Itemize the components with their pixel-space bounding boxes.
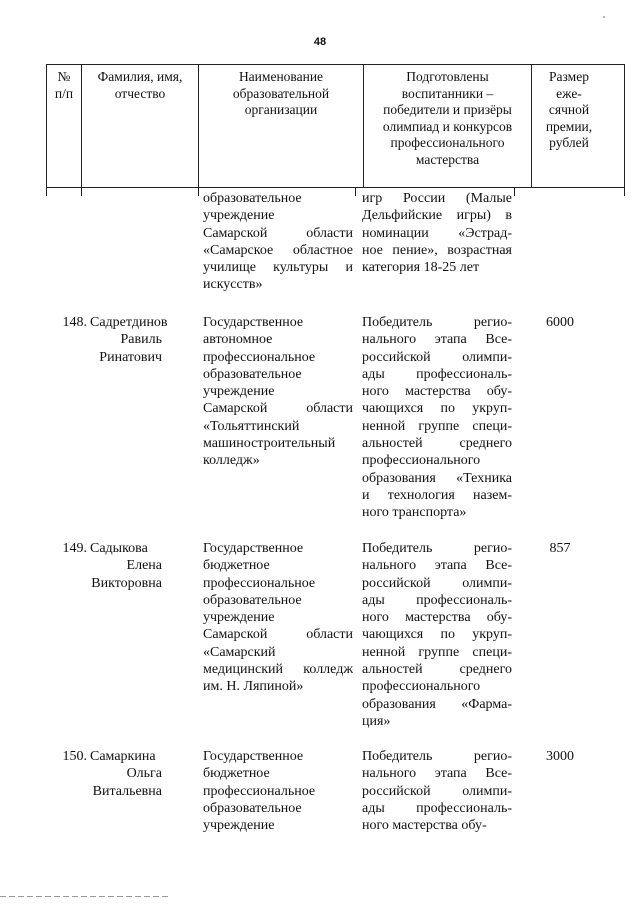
text-line: Викторовна	[91, 575, 162, 591]
continuation-organization	[203, 190, 353, 294]
footer-rule	[0, 896, 170, 897]
text-line: Садыкова	[90, 541, 148, 556]
header-line: воспитанники –	[401, 85, 494, 101]
text-line: Самарской области	[203, 225, 353, 241]
header-line: отчество	[114, 85, 166, 101]
text-line: учреждение	[203, 384, 275, 400]
text-line: образовательное	[203, 800, 302, 816]
text-line: Витальевна	[92, 783, 162, 799]
header-line: п/п	[54, 85, 74, 101]
header-line: олимпиад и конкурсов	[382, 118, 513, 134]
text-line: ады профессиональ-	[362, 592, 512, 608]
header-num	[47, 65, 82, 187]
row-number: 148.	[62, 315, 87, 330]
prize-amount: 857	[549, 541, 571, 556]
text-line: нального этапа Все-	[362, 558, 512, 574]
text-line: образовательное	[203, 191, 302, 206]
text-line: ады профессиональ-	[362, 366, 512, 382]
text-line: российской олимпи-	[362, 783, 512, 799]
text-line: им. Н. Ляпиной»	[203, 679, 304, 695]
table-header	[46, 64, 625, 188]
text-line: Ольга	[126, 766, 162, 782]
text-line: колледж»	[203, 453, 260, 469]
text-line: и технология назем-	[362, 487, 512, 503]
text-line: ного мастерства обу-	[362, 384, 512, 400]
text-line: Самаркина	[90, 749, 156, 764]
scan-artifact	[603, 16, 605, 18]
achievement	[362, 314, 512, 522]
text-line: профессионального	[362, 679, 481, 695]
row-number: 149.	[62, 541, 87, 556]
header-line: Наименование	[238, 69, 324, 84]
text-line: ного транспорта»	[362, 505, 467, 521]
continuation-achievement	[362, 190, 512, 276]
text-line: российской олимпи-	[362, 349, 512, 365]
text-line: ненной группе специ-	[362, 644, 512, 660]
text-line: альностей среднего	[362, 436, 512, 452]
text-line: учреждение	[203, 818, 275, 834]
text-line: ция»	[362, 713, 391, 729]
table-border	[198, 188, 199, 196]
header-line: образовательной	[232, 85, 330, 101]
text-line: учреждение	[203, 208, 275, 224]
organization	[203, 748, 353, 834]
text-line: профессиональное	[203, 783, 316, 799]
person-name	[90, 748, 200, 800]
text-line: медицинский колледж	[203, 662, 353, 678]
header-line: Фамилия, имя,	[97, 69, 183, 84]
text-line: ного мастерства обу-	[362, 818, 487, 834]
text-line: игр России (Малые	[362, 191, 512, 206]
organization	[203, 314, 353, 470]
text-line: Елена	[126, 558, 162, 574]
table-border	[81, 188, 82, 196]
text-line: чающихся по укруп-	[362, 627, 512, 643]
text-line: номинации «Эстрад-	[362, 225, 512, 241]
text-line: профессиональное	[203, 575, 316, 591]
text-line: альностей среднего	[362, 662, 512, 678]
text-line: Самарской области	[203, 627, 353, 643]
header-name	[82, 65, 199, 187]
text-line: чающихся по укруп-	[362, 401, 512, 417]
header-line: победители и призёры	[383, 102, 512, 117]
text-line: Ринатович	[99, 349, 162, 365]
text-line: профессиональное	[203, 349, 316, 365]
text-line: автономное	[203, 332, 273, 348]
text-line: нального этапа Все-	[362, 766, 512, 782]
text-line: Государственное	[203, 541, 304, 556]
row-number: 150.	[62, 749, 87, 764]
table-border	[355, 188, 356, 196]
text-line: Садретдинов	[90, 315, 168, 330]
achievement	[362, 748, 512, 834]
text-line: «Тольяттинский	[203, 418, 300, 434]
header-line: Подготовлены	[406, 69, 489, 84]
text-line: училище культуры и	[203, 260, 353, 276]
text-line: образовательное	[203, 366, 302, 382]
text-line: категория 18-25 лет	[362, 260, 480, 276]
header-line: рублей	[549, 135, 589, 150]
header-line: профессионального	[390, 135, 505, 150]
text-line: «Самарский	[203, 644, 276, 660]
text-line: Самарской области	[203, 401, 353, 417]
text-line: Государственное	[203, 315, 304, 330]
text-line: Победитель регио-	[362, 541, 512, 556]
prize-amount: 6000	[546, 315, 574, 330]
prize-amount: 3000	[546, 749, 574, 764]
header-line: еже-	[556, 85, 582, 101]
text-line: Дельфийские игры) в	[362, 208, 512, 224]
text-line: образования «Техника	[362, 470, 512, 486]
header-prize	[532, 65, 606, 187]
text-line: Равиль	[120, 332, 162, 348]
text-line: нального этапа Все-	[362, 332, 512, 348]
person-name	[90, 314, 200, 366]
table-border-left	[46, 188, 47, 196]
header-line: премии,	[545, 118, 593, 134]
text-line: искусств»	[203, 277, 263, 293]
header-line: Размер	[549, 69, 589, 84]
text-line: образовательное	[203, 592, 302, 608]
text-line: ного мастерства обу-	[362, 610, 512, 626]
header-line: мастерства	[415, 151, 480, 167]
achievement	[362, 540, 512, 730]
header-organization	[199, 65, 364, 187]
text-line: бюджетное	[203, 766, 270, 782]
text-line: ады профессиональ-	[362, 800, 512, 816]
header-achievements	[364, 65, 532, 187]
person-name	[90, 540, 200, 592]
header-line: сячной	[548, 102, 590, 117]
text-line: профессионального	[362, 453, 481, 469]
table-border-right	[624, 188, 625, 196]
text-line: Победитель регио-	[362, 749, 512, 764]
text-line: Государственное	[203, 749, 304, 764]
text-line: ное пение», возрастная	[362, 242, 512, 258]
header-line: организации	[244, 102, 318, 117]
text-line: ненной группе специ-	[362, 418, 512, 434]
table-border	[514, 188, 515, 196]
text-line: «Самарское областное	[203, 242, 353, 258]
text-line: учреждение	[203, 610, 275, 626]
organization	[203, 540, 353, 696]
header-line: №	[57, 69, 71, 84]
text-line: образования «Фарма-	[362, 696, 512, 712]
text-line: машиностроительный	[203, 436, 336, 452]
text-line: бюджетное	[203, 558, 270, 574]
page-number: 48	[313, 36, 327, 48]
text-line: российской олимпи-	[362, 575, 512, 591]
text-line: Победитель регио-	[362, 315, 512, 330]
